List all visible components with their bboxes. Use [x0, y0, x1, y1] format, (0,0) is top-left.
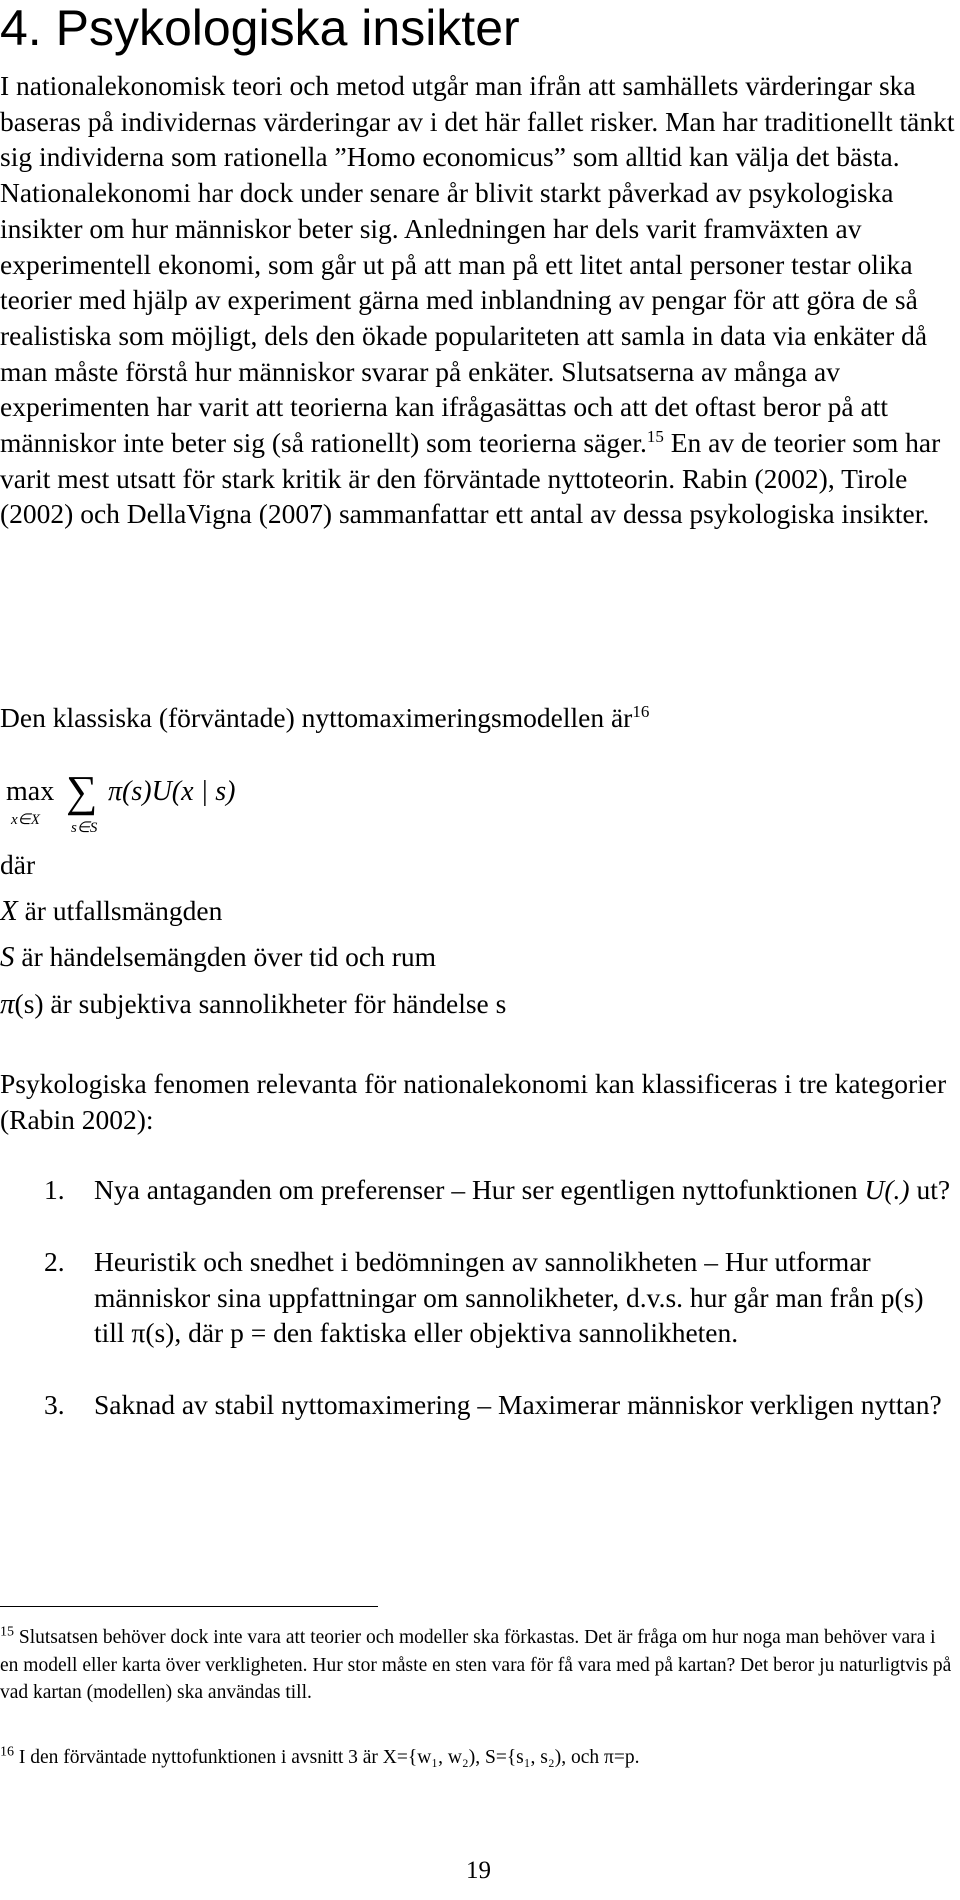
list-item-text: [94, 1172, 956, 1208]
definition-x-text: är utfallsmängden: [17, 895, 223, 926]
definition-x: [0, 894, 222, 928]
list-item-1-text-end: ut?: [909, 1174, 951, 1205]
footnote-15-text: Slutsatsen behöver dock inte vara att teorier och modeller ska förkastas. Det är fråga om hur noga man behöver vara i en modell eller karta över verkligheten. Hur stor måste en sten vara för få vara med på kartan? Det beror ju naturligtvis på vad kartan (modellen) ska användas till.: [0, 1627, 952, 1704]
page-number: 19: [466, 1857, 491, 1884]
formula-max: max: [6, 776, 55, 807]
definition-pi: [0, 987, 506, 1021]
footnote-16-number: 16: [0, 1744, 14, 1760]
formula-expression: π(s)U(x | s): [108, 776, 236, 807]
list-item-1-text: Nya antaganden om preferenser – Hur ser egentligen nyttofunktionen: [94, 1174, 865, 1205]
symbol-x: X: [0, 895, 18, 927]
footnote-16: [0, 1744, 958, 1772]
list-item-number: 3.: [44, 1389, 65, 1420]
list-item-1-emphasis: U(.): [864, 1174, 910, 1205]
categories-paragraph: Psykologiska fenomen relevanta för nationalekonomi kan klassificeras i tre kategorier (Rabin 2002):: [0, 1068, 947, 1135]
definitions-intro: där: [0, 849, 36, 880]
footnote-ref-16[interactable]: 16: [632, 701, 650, 721]
formula-sum-subscript: s∈S: [71, 820, 98, 836]
model-intro-paragraph: [0, 700, 958, 736]
intro-paragraph: [0, 68, 958, 532]
list-item-text: Heuristik och snedhet i bedömningen av sannolikheten – Hur utformar människor sina uppfattningar om sannolikheter, d.v.s. hur går man från p(s) till π(s), där p = den faktiska eller objektiva sannolikheten.: [94, 1246, 924, 1349]
footnote-separator: [0, 1606, 378, 1607]
definition-s-text: är händelsemängden över tid och rum: [14, 941, 437, 972]
model-intro-text: Den klassiska (förväntade) nyttomaximeringsmodellen är: [0, 702, 633, 733]
intro-paragraph-text-continued: En av de teorier som har varit mest utsatt för stark kritik är den förväntade nyttoteorin. Rabin (2002), Tirole (2002) och DellaVigna (2007) sammanfattar ett antal av dessa psykologiska insikter.: [0, 427, 941, 530]
list-item-number: 2.: [44, 1246, 65, 1277]
definition-pi-text: (s) är subjektiva sannolikheter för händelse s: [14, 988, 507, 1019]
formula-max-subscript: x∈X: [11, 812, 40, 828]
intro-paragraph-text: I nationalekonomisk teori och metod utgår man ifrån att samhällets värderingar ska baseras på individernas värderingar av i det här fallet risker. Man har traditionellt tänkt sig individerna som rationella ”Homo economicus” som alltid kan välja det bästa. Nationalekonomi har dock under senare år blivit starkt påverkad av psykologiska insikter om hur människor beter sig. Anledningen har dels varit framväxten av experimentell ekonomi, som går ut på att man på ett litet antal personer testar olika teorier med hjälp av experiment gärna med inblandning av pengar för att göra de så realistiska som möjligt, dels den ökade populariteten att samla in data via enkäter då man måste förstå hur människor svarar på enkäter. Slutsatserna av många av experimenten har varit att teorierna kan ifrågasättas och att det oftast beror på att människor inte beter sig (så rationellt) som teorierna säger.: [0, 70, 955, 459]
footnote-15-number: 15: [0, 1624, 14, 1640]
footnote-15: [0, 1624, 958, 1707]
footnote-ref-15[interactable]: 15: [646, 426, 664, 446]
list-item-number: 1.: [44, 1174, 65, 1205]
symbol-pi: π: [0, 988, 15, 1020]
formula-sum-symbol: ∑: [66, 767, 98, 816]
footnote-16-text: I den förväntade nyttofunktionen i avsnitt 3 är X={w₁, w₂), S={s₁, s₂), och π=p.: [14, 1747, 640, 1768]
symbol-s: S: [0, 941, 15, 973]
section-heading: 4. Psykologiska insikter: [0, 0, 520, 56]
definition-s: [0, 940, 436, 974]
list-item-text: Saknad av stabil nyttomaximering – Maximerar människor verkligen nyttan?: [94, 1389, 942, 1420]
utility-formula: [0, 767, 420, 850]
